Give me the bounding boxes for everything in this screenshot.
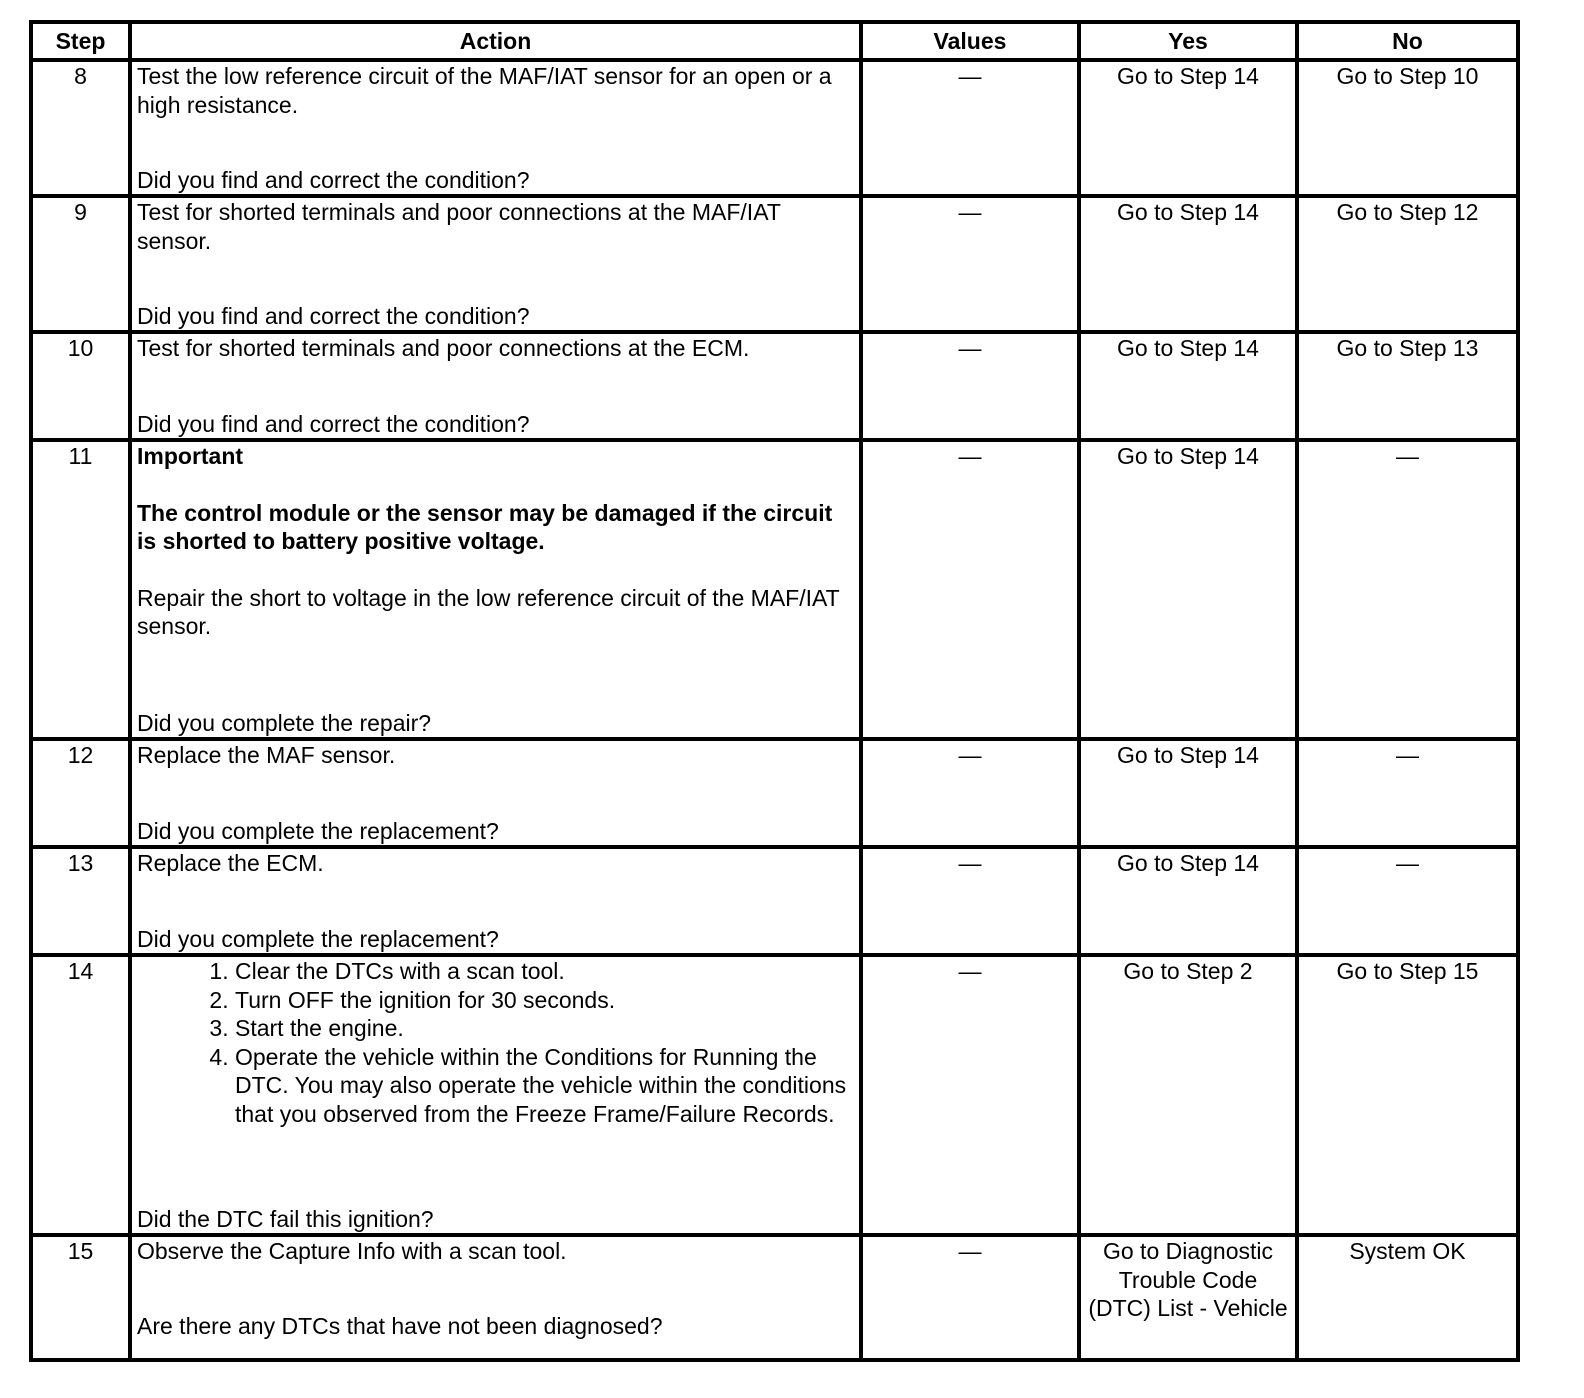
action-text: Test the low reference circuit of the MAF/IAT sensor for an open or a high resistance. bbox=[137, 63, 832, 118]
action-cell bbox=[130, 955, 861, 1235]
action-text: Replace the ECM. bbox=[137, 850, 324, 876]
yes-cell: Go to Step 14 bbox=[1079, 440, 1297, 739]
table-row bbox=[31, 847, 1518, 955]
action-text: Test for shorted terminals and poor connections at the MAF/IAT sensor. bbox=[137, 199, 781, 254]
step-number: 8 bbox=[31, 60, 130, 196]
yes-cell: Go to Diagnostic Trouble Code (DTC) List - Vehicle bbox=[1079, 1235, 1297, 1360]
yes-cell: Go to Step 14 bbox=[1079, 196, 1297, 332]
action-cell bbox=[130, 332, 861, 440]
table-row bbox=[31, 60, 1518, 196]
values-cell: — bbox=[861, 440, 1079, 739]
yes-cell: Go to Step 14 bbox=[1079, 332, 1297, 440]
action-cell bbox=[130, 60, 861, 196]
diagnostic-table bbox=[29, 20, 1520, 1362]
list-item: 2. Turn OFF the ignition for 30 seconds. bbox=[235, 986, 854, 1015]
table-row bbox=[31, 739, 1518, 847]
action-question: Did the DTC fail this ignition? bbox=[137, 1205, 434, 1232]
values-cell: — bbox=[861, 739, 1079, 847]
table-row bbox=[31, 440, 1518, 739]
values-cell: — bbox=[861, 60, 1079, 196]
step-number: 10 bbox=[31, 332, 130, 440]
action-question: Did you complete the repair? bbox=[137, 709, 432, 736]
header-no: No bbox=[1297, 22, 1518, 60]
values-cell: — bbox=[861, 332, 1079, 440]
header-row bbox=[31, 22, 1518, 60]
header-values: Values bbox=[861, 22, 1079, 60]
step-number: 12 bbox=[31, 739, 130, 847]
header-step: Step bbox=[31, 22, 130, 60]
yes-cell: Go to Step 14 bbox=[1079, 60, 1297, 196]
action-text: Replace the MAF sensor. bbox=[137, 742, 396, 768]
action-question: Did you find and correct the condition? bbox=[137, 166, 530, 193]
action-question: Did you complete the replacement? bbox=[137, 817, 499, 844]
values-cell: — bbox=[861, 1235, 1079, 1360]
list-item: 3. Start the engine. bbox=[235, 1014, 854, 1043]
table-row bbox=[31, 955, 1518, 1235]
step-number: 13 bbox=[31, 847, 130, 955]
action-text: Observe the Capture Info with a scan tool. bbox=[137, 1238, 567, 1264]
action-question: Did you find and correct the condition? bbox=[137, 302, 530, 329]
step-number: 14 bbox=[31, 955, 130, 1235]
action-cell bbox=[130, 196, 861, 332]
no-cell: Go to Step 13 bbox=[1297, 332, 1518, 440]
header-action: Action bbox=[130, 22, 861, 60]
action-cell bbox=[130, 847, 861, 955]
action-text: Test for shorted terminals and poor connections at the ECM. bbox=[137, 335, 750, 361]
action-question: Did you find and correct the condition? bbox=[137, 410, 530, 437]
no-cell: — bbox=[1297, 739, 1518, 847]
yes-cell: Go to Step 14 bbox=[1079, 739, 1297, 847]
yes-cell: Go to Step 14 bbox=[1079, 847, 1297, 955]
values-cell: — bbox=[861, 955, 1079, 1235]
action-cell bbox=[130, 1235, 861, 1360]
values-cell: — bbox=[861, 196, 1079, 332]
action-cell bbox=[130, 440, 861, 739]
no-cell: Go to Step 10 bbox=[1297, 60, 1518, 196]
no-cell: — bbox=[1297, 440, 1518, 739]
table-row bbox=[31, 196, 1518, 332]
step-number: 15 bbox=[31, 1235, 130, 1360]
action-cell bbox=[130, 739, 861, 847]
no-cell: Go to Step 12 bbox=[1297, 196, 1518, 332]
table-row bbox=[31, 1235, 1518, 1360]
important-text: The control module or the sensor may be damaged if the circuit is shorted to battery positive voltage. bbox=[137, 499, 833, 554]
table-row bbox=[31, 332, 1518, 440]
yes-cell: Go to Step 2 bbox=[1079, 955, 1297, 1235]
action-text: Repair the short to voltage in the low reference circuit of the MAF/IAT sensor. bbox=[137, 584, 840, 639]
no-cell: System OK bbox=[1297, 1235, 1518, 1360]
procedure-list bbox=[137, 957, 854, 1128]
list-item: 4. Operate the vehicle within the Conditions for Running the DTC. You may also operate the vehicle within the conditions that you observed from the Freeze Frame/Failure Records. bbox=[235, 1043, 854, 1129]
no-cell: — bbox=[1297, 847, 1518, 955]
values-cell: — bbox=[861, 847, 1079, 955]
step-number: 9 bbox=[31, 196, 130, 332]
header-yes: Yes bbox=[1079, 22, 1297, 60]
step-number: 11 bbox=[31, 440, 130, 739]
action-question: Are there any DTCs that have not been diagnosed? bbox=[137, 1312, 663, 1339]
list-item: 1. Clear the DTCs with a scan tool. bbox=[235, 957, 854, 986]
important-label: Important bbox=[137, 443, 244, 469]
action-question: Did you complete the replacement? bbox=[137, 925, 499, 952]
no-cell: Go to Step 15 bbox=[1297, 955, 1518, 1235]
